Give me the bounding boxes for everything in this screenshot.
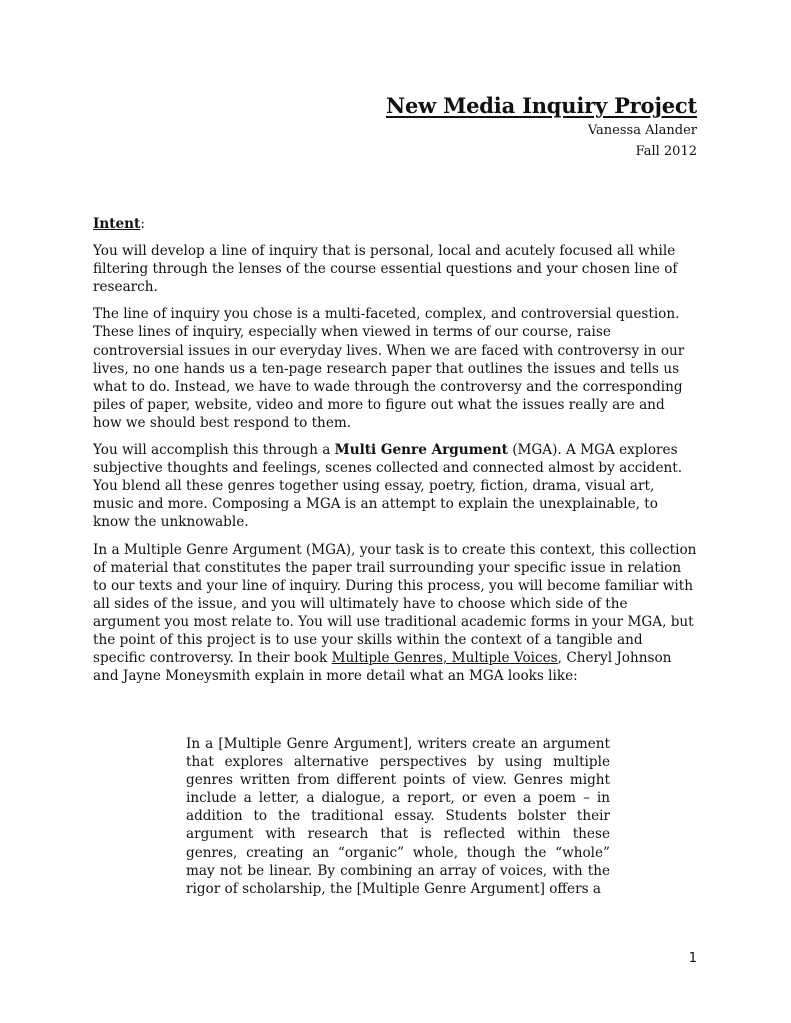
mga-definition-lead: You will accomplish this through a bbox=[93, 442, 335, 459]
paragraph-mga-task bbox=[93, 541, 697, 686]
author-name: Vanessa Alander bbox=[587, 123, 697, 138]
mga-term-bold: Multi Genre Argument bbox=[334, 442, 508, 459]
term-label: Fall 2012 bbox=[635, 144, 697, 159]
paragraph-line-of-inquiry: The line of inquiry you chose is a multi-faceted, complex, and controversial question. These lines of inquiry, especially when viewed in terms of our course, raise controversial issues in our everyday lives. When we are faced with controversy in our lives, no one hands us a ten-page research paper that outlines the issues and tells us what to do. Instead, we have to wade through the controversy and the corresponding piles of paper, website, video and more to figure out what the issues really are and how we should best respond to them. bbox=[93, 306, 685, 431]
body-text bbox=[93, 215, 697, 694]
book-title: Multiple Genres, Multiple Voices bbox=[331, 650, 558, 667]
paragraph-intro: You will develop a line of inquiry that is personal, local and acutely focused all while filtering through the lenses of the course essential questions and your chosen line of research. bbox=[93, 243, 678, 296]
mga-definition-rest: (MGA). A MGA explores subjective thoughts and feelings, scenes collected and connected almost by accident. You blend all these genres together using essay, poetry, fiction, drama, visual art, music and more. Composing a MGA is an attempt to explain the unexplainable, to know the unknowable. bbox=[93, 442, 683, 531]
mga-task-lead: In a Multiple Genre Argument (MGA), your task is to create this context, this collection of material that constitutes the paper trail surrounding your specific issue in relation to our texts and your line of inquiry. During this process, you will become familiar with all sides of the issue, and you will ultimately have to choose which side of the argument you most relate to. You will use traditional academic forms in your MGA, but the point of this project is to use your skills within the context of a tangible and specific controversy. In their book bbox=[93, 541, 697, 667]
paragraph-mga-definition bbox=[93, 441, 697, 531]
block-quote: In a [Multiple Genre Argument], writers create an argument that explores alternative perspectives by using multiple genres written from different points of view. Genres might include a letter, a dialogue, a report, or even a poem – in addition to the traditional essay. Students bolster their argument with research that is reflected within these genres, creating an “organic” whole, though the “whole” may not be linear. By combining an array of voices, with the rigor of scholarship, the [Multiple Genre Argument] offers a bbox=[186, 736, 610, 897]
document-title: New Media Inquiry Project bbox=[385, 93, 697, 118]
intent-heading bbox=[93, 215, 697, 233]
intent-heading-label: Intent bbox=[93, 216, 141, 232]
mga-task-rest: , Cheryl Johnson and Jayne Moneysmith explain in more detail what an MGA looks like: bbox=[93, 650, 672, 685]
title-block bbox=[386, 92, 697, 162]
intent-heading-colon: : bbox=[140, 216, 145, 232]
page-number: 1 bbox=[688, 951, 697, 966]
